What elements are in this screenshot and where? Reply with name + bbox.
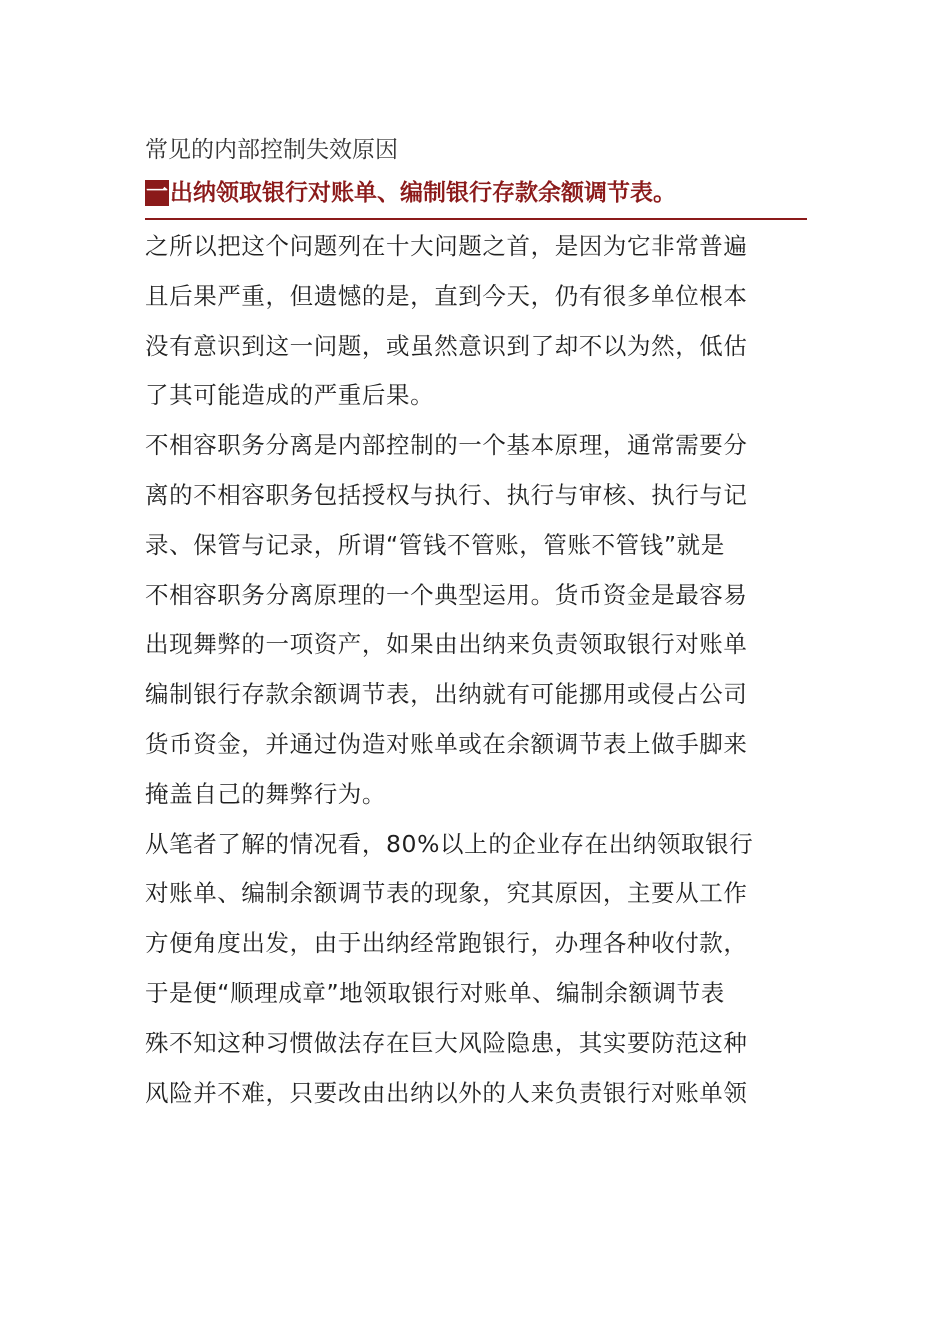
- paragraph-line: 之所以把这个问题列在十大问题之首，是因为它非常普遍: [145, 232, 748, 260]
- paragraph-line: 录、保管与记录，所谓“管钱不管账，管账不管钱”就是: [145, 530, 725, 559]
- paragraph-line: 编制银行存款余额调节表，出纳就有可能挪用或侵占公司: [145, 680, 748, 709]
- paragraph-line: 且后果严重，但遗憾的是，直到今天，仍有很多单位根本: [145, 281, 748, 310]
- paragraph-line: 货币资金，并通过伪造对账单或在余额调节表上做手脚来: [145, 729, 748, 758]
- paragraph-line: 于是便“顺理成章”地领取银行对账单、编制余额调节表: [145, 978, 725, 1007]
- paragraph-line: 对账单、编制余额调节表的现象，究其原因，主要从工作: [145, 879, 748, 908]
- paragraph-1: [145, 222, 807, 421]
- paragraph-line: 殊不知这种习惯做法存在巨大风险隐患，其实要防范这种: [145, 1028, 748, 1057]
- paragraph-line: 不相容职务分离是内部控制的一个基本原理，通常需要分: [145, 431, 748, 460]
- paragraph-2: [145, 421, 807, 819]
- paragraph-line: 方便角度出发，由于出纳经常跑银行，办理各种收付款，: [145, 929, 748, 958]
- paragraph-3: [145, 820, 807, 1119]
- paragraph-line: 了其可能造成的严重后果。: [145, 381, 435, 410]
- paragraph-line: 出现舞弊的一项资产，如果由出纳来负责领取银行对账单: [145, 630, 748, 659]
- document-page: [145, 128, 807, 1118]
- paragraph-line: 离的不相容职务包括授权与执行、执行与审核、执行与记: [145, 480, 748, 509]
- paragraph-line: 从笔者了解的情况看，80%以上的企业存在出纳领取银行: [145, 829, 754, 858]
- paragraph-line: 掩盖自己的舞弊行为。: [145, 779, 386, 808]
- section-number-badge: 一: [145, 180, 168, 205]
- section-heading: [145, 172, 807, 220]
- paragraph-line: 不相容职务分离原理的一个典型运用。货币资金是最容易: [145, 580, 748, 609]
- paragraph-line: 风险并不难，只要改由出纳以外的人来负责银行对账单领: [145, 1078, 748, 1107]
- section-heading-text: 出纳领取银行对账单、编制银行存款余额调节表。: [170, 180, 676, 206]
- paragraph-line: 没有意识到这一问题，或虽然意识到了却不以为然，低估: [145, 331, 748, 360]
- document-title: 常见的内部控制失效原因: [145, 137, 398, 163]
